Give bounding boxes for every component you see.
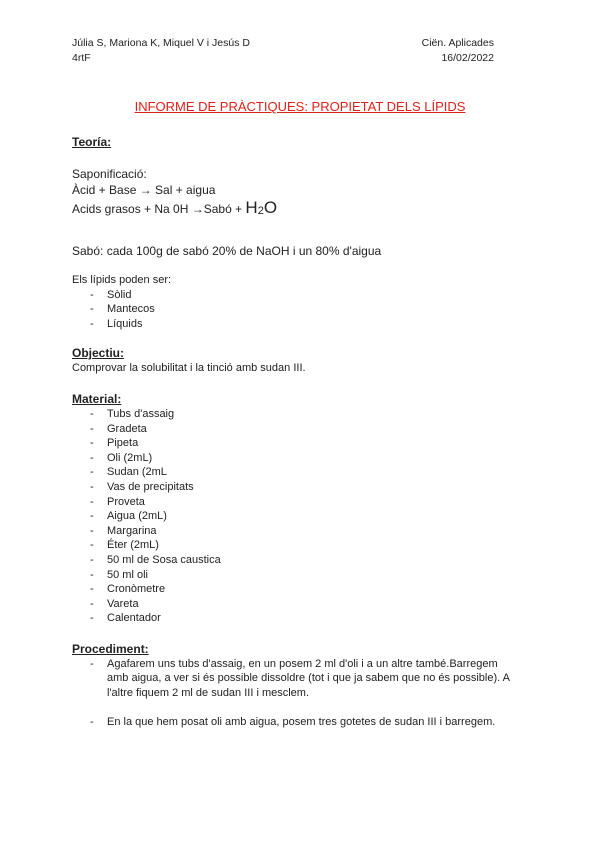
objectiu-text: Comprovar la solubilitat i la tinció amb sudan III. xyxy=(72,362,306,375)
list-item: - Agafarem uns tubs d'assaig, en un posem 2 ml d'oli i a un altre també.Barregem amb aigua, a ver si és possible dissoldre (tot i que ja sabem que no és possible). A l'altre fiquem 2 ml de sudan III i mesclem. xyxy=(72,657,512,701)
list-item: - Mantecos xyxy=(72,302,512,317)
procediment-list xyxy=(72,657,512,730)
list-item: - Aigua (2mL) xyxy=(72,509,512,524)
list-item: - Margarina xyxy=(72,524,512,539)
list-item: - 50 ml oli xyxy=(72,568,512,583)
date: 16/02/2022 xyxy=(441,52,494,64)
list-item: - Oli (2mL) xyxy=(72,451,512,466)
list-item: - Sudan (2mL xyxy=(72,465,512,480)
list-item: - Tubs d'assaig xyxy=(72,407,512,422)
teoria-heading: Teoría: xyxy=(72,135,112,149)
list-item: - Calentador xyxy=(72,611,512,626)
material-heading: Material: xyxy=(72,391,122,406)
list-item: - Cronòmetre xyxy=(72,582,512,597)
objectiu-heading: Objectiu: xyxy=(72,346,125,361)
list-item: - Vas de precipitats xyxy=(72,480,512,495)
list-item: - Sòlid xyxy=(72,288,512,303)
equation-2-h: H xyxy=(245,198,258,217)
equation-1: Àcid + Base → Sal + aigua xyxy=(72,183,216,197)
lipids-intro: Els lípids poden ser: xyxy=(72,274,172,286)
equation-2-o: O xyxy=(263,198,278,217)
list-item: - Éter (2mL) xyxy=(72,538,512,553)
sabo-note: Sabó: cada 100g de sabó 20% de NaOH i un 80% d'aigua xyxy=(72,244,382,258)
equation-2-text: Acids grasos + Na 0H →Sabó + xyxy=(72,202,246,216)
saponificacio-label: Saponificació: xyxy=(72,167,147,181)
document-title: INFORME DE PRÀCTIQUES: PROPIETAT DELS LÍPIDS xyxy=(134,99,466,114)
group: 4rtF xyxy=(72,52,91,64)
list-item: - Proveta xyxy=(72,495,512,510)
header-right xyxy=(422,36,494,66)
list-item: - 50 ml de Sosa caustica xyxy=(72,553,512,568)
list-item: - En la que hem posat oli amb aigua, posem tres gotetes de sudan III i barregem. xyxy=(72,715,512,730)
header-left xyxy=(72,36,250,66)
document-body xyxy=(72,134,512,730)
list-item: - Líquids xyxy=(72,317,512,332)
lipids-list xyxy=(72,288,512,332)
list-item: - Vareta xyxy=(72,597,512,612)
authors: Júlia S, Mariona K, Miquel V i Jesús D xyxy=(72,37,250,49)
equation-2-sub: 2 xyxy=(257,205,264,217)
list-item: - Pipeta xyxy=(72,436,512,451)
spacer xyxy=(72,701,512,716)
subject: Ciën. Aplicades xyxy=(421,37,494,49)
material-list xyxy=(72,407,512,626)
list-item: - Gradeta xyxy=(72,422,512,437)
procediment-heading: Procediment: xyxy=(72,641,149,656)
equation-2 xyxy=(72,198,512,221)
